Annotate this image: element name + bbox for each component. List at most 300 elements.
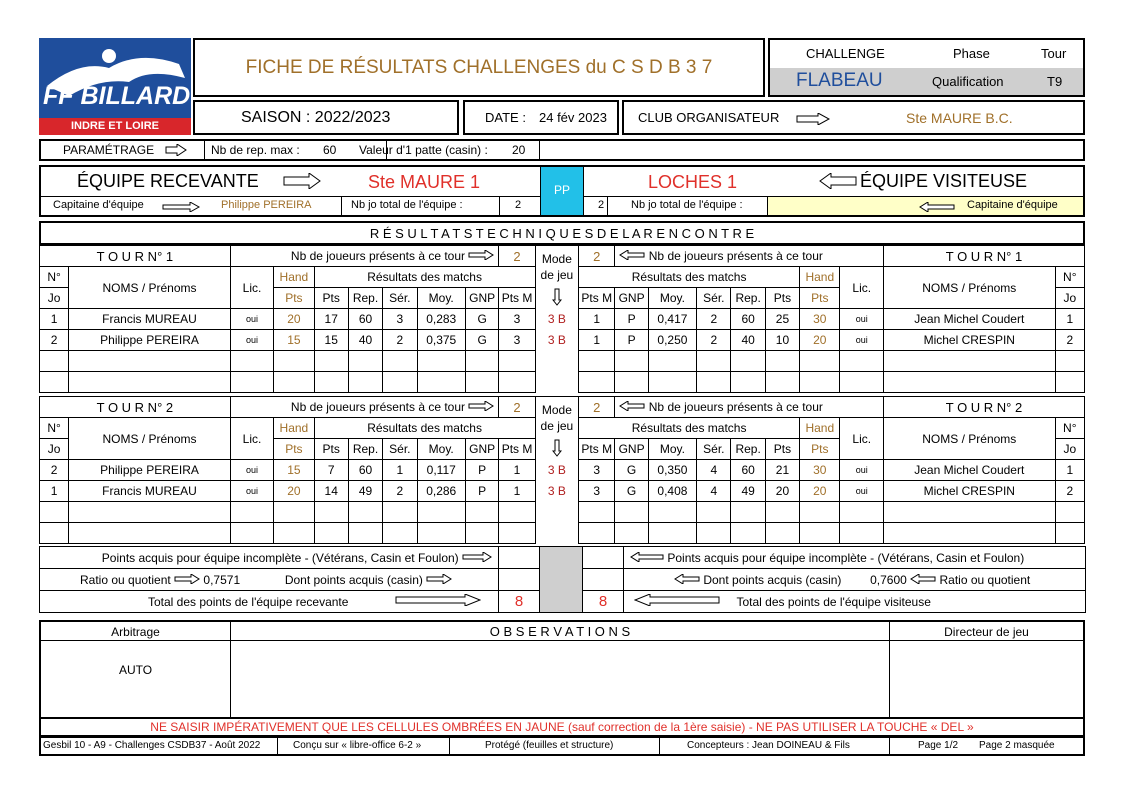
arrow-left-icon — [910, 574, 936, 584]
arrow-right-icon — [462, 552, 492, 562]
home-nom-cell[interactable] — [69, 523, 231, 544]
table-row — [40, 481, 1085, 502]
home-moy-cell[interactable]: 0,117 — [417, 460, 465, 481]
home-moy-cell[interactable]: 0,283 — [417, 309, 465, 330]
col-gnp-away: GNP — [615, 439, 648, 460]
away-gnp-cell[interactable]: P — [615, 309, 648, 330]
away-moy-cell[interactable]: 0,417 — [648, 309, 696, 330]
away-n-cell[interactable] — [1055, 523, 1084, 544]
arrow-left-icon — [819, 173, 857, 189]
away-ser-cell[interactable] — [697, 502, 731, 523]
rep-label: Nb de rep. max : — [211, 143, 300, 157]
away-nom-cell[interactable]: Michel CRESPIN — [883, 330, 1055, 351]
home-ser-cell[interactable]: 2 — [383, 481, 417, 502]
home-nom-cell[interactable]: Francis MUREAU — [69, 309, 231, 330]
rep-value: 60 — [323, 143, 337, 157]
col-lic: Lic. — [230, 267, 273, 309]
away-ser-cell[interactable] — [697, 523, 731, 544]
warning-text: NE SAISIR IMPÉRATIVEMENT QUE LES CELLULES OMBRÉES EN JAUNE (sauf correction de la 1ère saisie) - NE PAS UTILISER LA TOUCHE « DEL » — [150, 720, 974, 734]
col-noms: NOMS / Prénoms — [69, 267, 231, 309]
away-ser-cell[interactable]: 4 — [697, 460, 731, 481]
arbitrage-label: Arbitrage — [111, 625, 160, 639]
arrow-left-icon — [619, 250, 645, 260]
col-jo: Jo — [40, 439, 69, 460]
table-row — [40, 309, 1085, 330]
away-rep-cell[interactable] — [731, 372, 765, 393]
saison: SAISON : 2022/2023 — [241, 109, 391, 126]
col-hand-pts-away: Pts — [800, 439, 840, 460]
away-lic-cell[interactable] — [840, 523, 884, 544]
home-rep-cell[interactable] — [348, 502, 382, 523]
club-value: Ste MAURE B.C. — [906, 110, 1013, 126]
home-lic-cell[interactable] — [230, 372, 273, 393]
col-moy: Moy. — [417, 439, 465, 460]
arrow-right-icon — [426, 574, 452, 584]
away-rep-cell[interactable] — [731, 351, 765, 372]
away-moy-cell[interactable]: 0,408 — [648, 481, 696, 502]
table-row — [40, 351, 1085, 372]
home-pts-cell[interactable] — [314, 372, 348, 393]
col-noms-away: NOMS / Prénoms — [883, 267, 1055, 309]
col-pts-away: Pts — [765, 439, 799, 460]
observations-label: O B S E R V A T I O N S — [489, 624, 631, 639]
away-hand-cell[interactable] — [800, 372, 840, 393]
home-n-cell[interactable]: 2 — [40, 330, 69, 351]
away-lic-cell[interactable]: oui — [840, 330, 884, 351]
club-label: CLUB ORGANISATEUR — [638, 110, 780, 125]
home-moy-cell[interactable] — [417, 502, 465, 523]
home-lic-cell[interactable] — [230, 351, 273, 372]
saison-box — [193, 100, 459, 135]
home-hand-cell[interactable]: 20 — [274, 309, 314, 330]
away-hand-cell[interactable]: 30 — [800, 460, 840, 481]
col-n-away: N° — [1055, 267, 1084, 288]
away-gnp-cell[interactable] — [615, 523, 648, 544]
tour2-home-present-label: Nb de joueurs présents à ce tour — [230, 397, 499, 418]
away-nom-cell[interactable]: Michel CRESPIN — [883, 481, 1055, 502]
home-ser-cell[interactable] — [383, 523, 417, 544]
tour1-home-present[interactable]: 2 — [499, 246, 535, 267]
col-hand-away: Hand — [800, 267, 840, 288]
col-lic-away: Lic. — [840, 267, 884, 309]
away-hand-cell[interactable]: 30 — [800, 309, 840, 330]
away-lic-cell[interactable]: oui — [840, 309, 884, 330]
home-pts-cell[interactable] — [314, 502, 348, 523]
home-gnp-cell[interactable] — [465, 372, 498, 393]
home-n-cell[interactable] — [40, 372, 69, 393]
logo-region: INDRE ET LOIRE — [70, 120, 159, 132]
footer-page: Page 1/2 — [918, 740, 959, 751]
tour1-away-present[interactable]: 2 — [579, 246, 615, 267]
col-noms: NOMS / Prénoms — [69, 418, 231, 460]
away-hand-cell[interactable] — [800, 523, 840, 544]
home-n-cell[interactable] — [40, 523, 69, 544]
col-resultats-away: Résultats des matchs — [579, 267, 800, 288]
away-nom-cell[interactable] — [883, 372, 1055, 393]
away-n-cell[interactable]: 1 — [1055, 309, 1084, 330]
away-pts-cell[interactable]: 21 — [765, 460, 799, 481]
date-label: DATE : — [485, 110, 526, 125]
away-n-cell[interactable]: 2 — [1055, 330, 1084, 351]
home-hand-cell[interactable] — [274, 502, 314, 523]
total-away: 8 — [583, 591, 624, 613]
away-ser-cell[interactable] — [697, 372, 731, 393]
home-ptsm-cell[interactable] — [499, 351, 535, 372]
home-nom-cell[interactable] — [69, 351, 231, 372]
home-ratio: 0,7571 — [203, 572, 241, 587]
away-hand-cell[interactable]: 20 — [800, 330, 840, 351]
away-gnp-cell[interactable]: G — [615, 460, 648, 481]
arrow-right-icon — [796, 113, 830, 125]
away-lic-cell[interactable] — [840, 372, 884, 393]
away-gnp-cell[interactable] — [615, 372, 648, 393]
challenge-value: FLABEAU — [796, 70, 883, 91]
home-nbjo: 2 — [515, 199, 522, 211]
away-moy-cell[interactable]: 0,250 — [648, 330, 696, 351]
away-gnp-cell[interactable] — [615, 351, 648, 372]
away-ptsm-cell[interactable]: 3 — [579, 460, 615, 481]
ff-billard-logo — [39, 38, 191, 135]
away-pts-cell[interactable]: 25 — [765, 309, 799, 330]
away-n-cell[interactable] — [1055, 502, 1084, 523]
away-moy-cell[interactable] — [648, 372, 696, 393]
away-lic-cell[interactable]: oui — [840, 481, 884, 502]
col-noms-away: NOMS / Prénoms — [883, 418, 1055, 460]
away-ser-cell[interactable]: 2 — [697, 330, 731, 351]
home-hand-cell[interactable]: 15 — [274, 330, 314, 351]
away-casin-value[interactable] — [583, 569, 624, 591]
date-value: 24 fév 2023 — [539, 110, 607, 125]
home-n-cell[interactable]: 1 — [40, 481, 69, 502]
away-ptsm-cell[interactable] — [579, 351, 615, 372]
home-nom-cell[interactable]: Philippe PEREIRA — [69, 460, 231, 481]
footer — [39, 737, 1085, 756]
col-gnp-away: GNP — [615, 288, 648, 309]
col-rep-away: Rep. — [731, 288, 765, 309]
away-nom-cell[interactable] — [883, 523, 1055, 544]
mode-arrow — [535, 288, 578, 309]
home-ptsm-cell[interactable]: 1 — [499, 460, 535, 481]
home-lic-cell[interactable]: oui — [230, 330, 273, 351]
away-ser-cell[interactable]: 2 — [697, 309, 731, 330]
mode-cell: 3 B — [535, 481, 578, 502]
away-lic-cell[interactable] — [840, 351, 884, 372]
col-rep: Rep. — [348, 439, 382, 460]
home-n-cell[interactable]: 1 — [40, 309, 69, 330]
mode-cell: 3 B — [535, 309, 578, 330]
results-title: R É S U L T A T S T E C H N I Q U E S D E L A R E N C O N T R E — [369, 226, 755, 241]
home-n-cell[interactable] — [40, 351, 69, 372]
away-team-name: LOCHES 1 — [648, 172, 738, 192]
footer-version: Gesbil 10 - A9 - Challenges CSDB37 - Août 2022 — [43, 740, 261, 751]
col-ser-away: Sér. — [697, 288, 731, 309]
patte-label: Valeur d'1 patte (casin) : — [359, 143, 488, 157]
away-n-cell[interactable] — [1055, 372, 1084, 393]
mode-arrow-2 — [535, 439, 578, 460]
incomplete-home-value[interactable] — [499, 547, 540, 569]
observations-field[interactable] — [231, 641, 889, 717]
home-ptsm-cell[interactable] — [499, 372, 535, 393]
away-ptsm-cell[interactable] — [579, 523, 615, 544]
away-pts-cell[interactable]: 20 — [765, 481, 799, 502]
away-nom-cell[interactable] — [883, 351, 1055, 372]
home-lic-cell[interactable]: oui — [230, 309, 273, 330]
away-pts-cell[interactable] — [765, 372, 799, 393]
col-jo-away: Jo — [1055, 439, 1084, 460]
club-box — [622, 100, 1085, 135]
patte-value: 20 — [512, 143, 526, 157]
away-rep-cell[interactable]: 60 — [731, 309, 765, 330]
home-casin-value[interactable] — [499, 569, 540, 591]
away-rep-cell[interactable]: 40 — [731, 330, 765, 351]
away-pts-cell[interactable] — [765, 351, 799, 372]
arrow-right-icon — [162, 202, 200, 212]
arrow-left-icon — [619, 401, 645, 411]
logo-brand: FF BILLARD — [43, 82, 191, 110]
params-row — [39, 139, 1085, 161]
tour2-away-present[interactable]: 2 — [579, 397, 615, 418]
home-moy-cell[interactable] — [417, 372, 465, 393]
home-rep-cell[interactable]: 60 — [348, 309, 382, 330]
home-lic-cell[interactable] — [230, 502, 273, 523]
col-n: N° — [40, 267, 69, 288]
away-ratio: 0,7600 — [870, 572, 907, 587]
home-pts-cell[interactable]: 15 — [314, 330, 348, 351]
away-lic-cell[interactable]: oui — [840, 460, 884, 481]
summary-table — [39, 546, 1086, 613]
away-gnp-cell[interactable] — [615, 502, 648, 523]
away-nom-cell[interactable]: Jean Michel Coudert — [883, 460, 1055, 481]
away-n-cell[interactable]: 1 — [1055, 460, 1084, 481]
directeur-field[interactable] — [890, 641, 1083, 717]
phase-value: Qualification — [932, 74, 1004, 89]
home-hand-cell[interactable]: 15 — [274, 460, 314, 481]
col-hand: Hand — [274, 418, 314, 439]
arrow-down-icon — [552, 288, 562, 306]
away-ptsm-cell[interactable]: 1 — [579, 309, 615, 330]
away-gnp-cell[interactable]: G — [615, 481, 648, 502]
home-gnp-cell[interactable]: P — [465, 460, 498, 481]
home-ptsm-cell[interactable] — [499, 502, 535, 523]
home-ser-cell[interactable]: 1 — [383, 460, 417, 481]
home-gnp-cell[interactable]: G — [465, 309, 498, 330]
home-hand-cell[interactable] — [274, 523, 314, 544]
table-row — [40, 372, 1085, 393]
tour2-home-present[interactable]: 2 — [499, 397, 535, 418]
away-ptsm-cell[interactable]: 1 — [579, 330, 615, 351]
col-moy-away: Moy. — [648, 439, 696, 460]
col-pts: Pts — [314, 288, 348, 309]
total-home: 8 — [499, 591, 540, 613]
col-lic-away: Lic. — [840, 418, 884, 460]
col-resultats: Résultats des matchs — [314, 418, 535, 439]
away-gnp-cell[interactable]: P — [615, 330, 648, 351]
away-ptsm-cell[interactable] — [579, 372, 615, 393]
home-nom-cell[interactable] — [69, 502, 231, 523]
home-gnp-cell[interactable]: P — [465, 481, 498, 502]
home-ser-cell[interactable]: 3 — [383, 309, 417, 330]
challenge-label: CHALLENGE — [806, 46, 885, 61]
away-nom-cell[interactable] — [883, 502, 1055, 523]
home-nom-cell[interactable]: Philippe PEREIRA — [69, 330, 231, 351]
incomplete-away: Points acquis pour équipe incomplète - (Vétérans, Casin et Foulon) — [624, 547, 1086, 569]
home-gnp-cell[interactable] — [465, 523, 498, 544]
away-hand-cell[interactable] — [800, 351, 840, 372]
col-pts-away: Pts — [765, 288, 799, 309]
col-rep: Rep. — [348, 288, 382, 309]
away-moy-cell[interactable] — [648, 523, 696, 544]
col-ser-away: Sér. — [697, 439, 731, 460]
col-hand: Hand — [274, 267, 314, 288]
tour2-rows — [40, 460, 1085, 544]
tour1-label: T O U R N° 1 — [40, 246, 231, 267]
away-rep-cell[interactable]: 49 — [731, 481, 765, 502]
home-ptsm-cell[interactable]: 3 — [499, 330, 535, 351]
footer-page-hidden: Page 2 masquée — [979, 740, 1055, 751]
tour1-rows — [40, 309, 1085, 393]
col-hand-pts: Pts — [274, 439, 314, 460]
home-ser-cell[interactable] — [383, 372, 417, 393]
arrow-right-icon — [395, 594, 481, 606]
away-pts-cell[interactable] — [765, 502, 799, 523]
col-ser: Sér. — [383, 288, 417, 309]
home-n-cell[interactable] — [40, 502, 69, 523]
away-pts-cell[interactable]: 10 — [765, 330, 799, 351]
home-n-cell[interactable]: 2 — [40, 460, 69, 481]
teams-box — [39, 165, 1085, 217]
away-ser-cell[interactable] — [697, 351, 731, 372]
mode-cell: 3 B — [535, 330, 578, 351]
home-pts-cell[interactable]: 14 — [314, 481, 348, 502]
col-jo-away: Jo — [1055, 288, 1084, 309]
home-lic-cell[interactable]: oui — [230, 481, 273, 502]
home-gnp-cell[interactable] — [465, 351, 498, 372]
away-moy-cell[interactable]: 0,350 — [648, 460, 696, 481]
arrow-right-icon — [165, 144, 187, 156]
away-rep-cell[interactable] — [731, 523, 765, 544]
home-ser-cell[interactable]: 2 — [383, 330, 417, 351]
col-ptsm-away: Pts M — [579, 288, 615, 309]
home-rep-cell[interactable]: 60 — [348, 460, 382, 481]
phase-label: Phase — [953, 46, 990, 61]
arrow-left-icon — [919, 202, 955, 212]
home-rep-cell[interactable] — [348, 372, 382, 393]
footer-software: Conçu sur « libre-office 6-2 » — [293, 740, 422, 751]
away-ratio-row: Dont points acquis (casin) 0,7600 Ratio ou quotient — [624, 569, 1086, 591]
away-moy-cell[interactable] — [648, 502, 696, 523]
directeur-label: Directeur de jeu — [944, 625, 1029, 639]
home-lic-cell[interactable] — [230, 523, 273, 544]
tour1-right-label: T O U R N° 1 — [883, 246, 1084, 267]
arrow-down-icon — [552, 439, 562, 457]
col-resultats-away: Résultats des matchs — [579, 418, 800, 439]
away-hand-cell[interactable]: 20 — [800, 481, 840, 502]
away-moy-cell[interactable] — [648, 351, 696, 372]
away-ptsm-cell[interactable]: 3 — [579, 481, 615, 502]
home-gnp-cell[interactable]: G — [465, 330, 498, 351]
home-moy-cell[interactable]: 0,286 — [417, 481, 465, 502]
arrow-right-icon — [174, 574, 200, 584]
home-hand-cell[interactable]: 20 — [274, 481, 314, 502]
away-ser-cell[interactable]: 4 — [697, 481, 731, 502]
away-n-cell[interactable] — [1055, 351, 1084, 372]
home-hand-cell[interactable] — [274, 351, 314, 372]
home-rep-cell[interactable]: 49 — [348, 481, 382, 502]
home-pts-cell[interactable]: 17 — [314, 309, 348, 330]
home-moy-cell[interactable]: 0,375 — [417, 330, 465, 351]
home-ser-cell[interactable] — [383, 351, 417, 372]
mode-cell — [535, 523, 578, 544]
col-lic: Lic. — [230, 418, 273, 460]
home-team-label: ÉQUIPE RECEVANTE — [77, 171, 259, 191]
warning-box — [39, 717, 1085, 737]
mode-header-2: Mode de jeu — [535, 397, 578, 439]
summary-grey-cell — [540, 547, 583, 613]
away-rep-cell[interactable]: 60 — [731, 460, 765, 481]
col-resultats: Résultats des matchs — [314, 267, 535, 288]
home-nom-cell[interactable]: Francis MUREAU — [69, 481, 231, 502]
col-ptsm: Pts M — [499, 439, 535, 460]
title-box — [193, 38, 765, 97]
incomplete-away-value[interactable] — [583, 547, 624, 569]
table-row — [40, 330, 1085, 351]
home-rep-cell[interactable]: 40 — [348, 330, 382, 351]
mode-cell: 3 B — [535, 460, 578, 481]
arbitrage-value: AUTO — [118, 663, 153, 677]
col-jo: Jo — [40, 288, 69, 309]
away-lic-cell[interactable] — [840, 502, 884, 523]
tour1-away-present-label: Nb de joueurs présents à ce tour — [615, 246, 884, 267]
away-n-cell[interactable]: 2 — [1055, 481, 1084, 502]
home-ptsm-cell[interactable]: 3 — [499, 309, 535, 330]
arrow-right-icon — [468, 250, 494, 260]
col-hand-pts-away: Pts — [800, 288, 840, 309]
home-nom-cell[interactable] — [69, 372, 231, 393]
home-gnp-cell[interactable] — [465, 502, 498, 523]
home-ptsm-cell[interactable]: 1 — [499, 481, 535, 502]
away-rep-cell[interactable] — [731, 502, 765, 523]
away-nbjo: 2 — [598, 199, 605, 211]
away-captain-label: Capitaine d'équipe — [967, 199, 1058, 211]
col-n-away: N° — [1055, 418, 1084, 439]
away-pts-cell[interactable] — [765, 523, 799, 544]
away-hand-cell[interactable] — [800, 502, 840, 523]
home-hand-cell[interactable] — [274, 372, 314, 393]
home-ser-cell[interactable] — [383, 502, 417, 523]
captain-label: Capitaine d'équipe — [53, 199, 144, 211]
home-ptsm-cell[interactable] — [499, 523, 535, 544]
home-rep-cell[interactable] — [348, 351, 382, 372]
col-rep-away: Rep. — [731, 439, 765, 460]
home-moy-cell[interactable] — [417, 351, 465, 372]
home-pts-cell[interactable]: 7 — [314, 460, 348, 481]
table-row — [40, 523, 1085, 544]
home-moy-cell[interactable] — [417, 523, 465, 544]
results-title-box — [39, 221, 1085, 245]
col-ser: Sér. — [383, 439, 417, 460]
home-lic-cell[interactable]: oui — [230, 460, 273, 481]
arrow-left-icon — [630, 552, 664, 562]
home-pts-cell[interactable] — [314, 523, 348, 544]
away-ptsm-cell[interactable] — [579, 502, 615, 523]
home-team-name: Ste MAURE 1 — [368, 172, 481, 192]
away-nom-cell[interactable]: Jean Michel Coudert — [883, 309, 1055, 330]
home-pts-cell[interactable] — [314, 351, 348, 372]
away-nbjo-label: Nb jo total de l'équipe : — [631, 199, 743, 211]
mode-cell — [535, 372, 578, 393]
home-rep-cell[interactable] — [348, 523, 382, 544]
table-row — [40, 502, 1085, 523]
